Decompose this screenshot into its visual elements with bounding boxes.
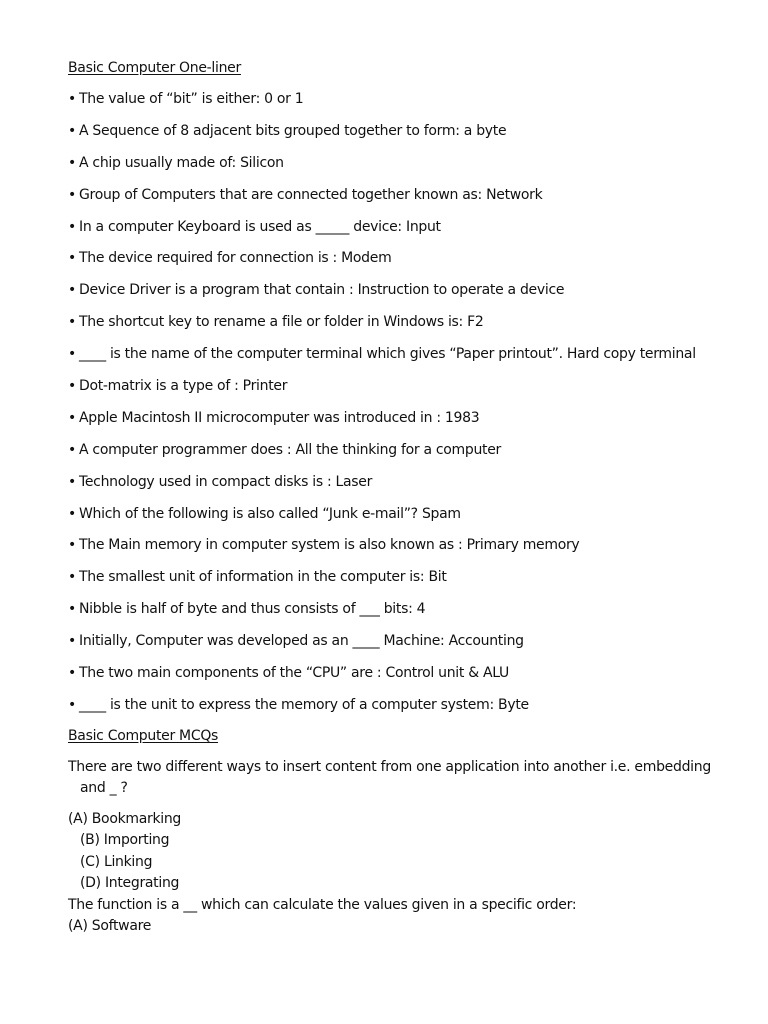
list-item: [68, 631, 728, 652]
list-item-text: A computer programmer does : All the thinking for a computer: [79, 441, 502, 458]
list-item: [68, 663, 728, 684]
list-item: [68, 280, 728, 301]
mcq-question-2: The function is a __ which can calculate the values given in a specific order:: [68, 896, 577, 913]
bullet-icon: •: [68, 346, 76, 363]
list-item: [68, 185, 728, 206]
mcq-option-a: (A) Software: [68, 917, 152, 934]
list-item: [68, 121, 728, 142]
bullet-icon: •: [68, 665, 76, 682]
list-item-text: Device Driver is a program that contain : Instruction to operate a device: [79, 282, 565, 299]
bullet-icon: •: [68, 91, 76, 107]
bullet-icon: •: [68, 218, 76, 235]
bullet-icon: •: [68, 569, 76, 586]
bullet-icon: •: [68, 696, 76, 713]
bullet-icon: •: [68, 601, 76, 618]
list-item-text: The two main components of the “CPU” are : Control unit & ALU: [79, 665, 509, 682]
list-item: [68, 408, 728, 429]
list-item: [68, 695, 728, 716]
list-item: [68, 153, 728, 174]
list-item: [68, 89, 728, 110]
mcq-option-d: (D) Integrating: [80, 875, 180, 892]
list-item: [68, 472, 728, 493]
bullet-icon: •: [68, 505, 76, 522]
list-item-text: Dot-matrix is a type of : Printer: [79, 378, 288, 395]
list-item-text: ____ is the name of the computer terminal which gives “Paper printout”. Hard copy terminal: [79, 346, 696, 363]
mcq-options-1: [68, 809, 728, 895]
one-liner-list: [68, 89, 728, 716]
list-item: [68, 567, 728, 588]
list-item: [68, 344, 728, 365]
mcq-option-a: (A) Bookmarking: [68, 810, 182, 827]
list-item-text: Technology used in compact disks is : Laser: [79, 473, 373, 490]
bullet-icon: •: [68, 282, 76, 299]
list-item: [68, 312, 728, 333]
mcq-question-1: There are two different ways to insert content from one application into another i.e. embedding and _ ?: [68, 758, 711, 796]
list-item: [68, 440, 728, 461]
list-item-text: The value of “bit” is either: 0 or 1: [79, 91, 304, 107]
bullet-icon: •: [68, 250, 76, 267]
list-item-text: A chip usually made of: Silicon: [79, 154, 284, 171]
section-heading-one-liner: Basic Computer One-liner: [68, 60, 241, 76]
bullet-icon: •: [68, 441, 76, 458]
list-item-text: A Sequence of 8 adjacent bits grouped together to form: a byte: [79, 122, 507, 139]
bullet-icon: •: [68, 378, 76, 395]
bullet-icon: •: [68, 409, 76, 426]
bullet-icon: •: [68, 314, 76, 331]
list-item: [68, 535, 728, 556]
list-item: [68, 376, 728, 397]
section-heading-mcqs: Basic Computer MCQs: [68, 727, 219, 744]
list-item-text: Initially, Computer was developed as an ____ Machine: Accounting: [79, 633, 524, 650]
list-item-text: The device required for connection is : Modem: [79, 250, 392, 267]
list-item-text: ____ is the unit to express the memory of a computer system: Byte: [79, 696, 529, 713]
mcq-option-c: (C) Linking: [80, 853, 153, 870]
list-item-text: The Main memory in computer system is also known as : Primary memory: [79, 537, 580, 554]
list-item-text: In a computer Keyboard is used as _____ device: Input: [79, 218, 441, 235]
mcq-option-b: (B) Importing: [80, 832, 170, 849]
list-item-text: Group of Computers that are connected together known as: Network: [79, 186, 543, 203]
list-item-text: Which of the following is also called “Junk e-mail”? Spam: [79, 505, 461, 522]
list-item-text: The shortcut key to rename a file or folder in Windows is: F2: [79, 314, 484, 331]
list-item: [68, 217, 728, 238]
bullet-icon: •: [68, 537, 76, 554]
bullet-icon: •: [68, 633, 76, 650]
bullet-icon: •: [68, 473, 76, 490]
list-item: [68, 504, 728, 525]
list-item: [68, 248, 728, 269]
bullet-icon: •: [68, 122, 76, 139]
list-item-text: Nibble is half of byte and thus consists of ___ bits: 4: [79, 601, 426, 618]
list-item-text: The smallest unit of information in the computer is: Bit: [79, 569, 447, 586]
list-item: [68, 599, 728, 620]
list-item-text: Apple Macintosh II microcomputer was introduced in : 1983: [79, 409, 480, 426]
bullet-icon: •: [68, 154, 76, 171]
bullet-icon: •: [68, 186, 76, 203]
